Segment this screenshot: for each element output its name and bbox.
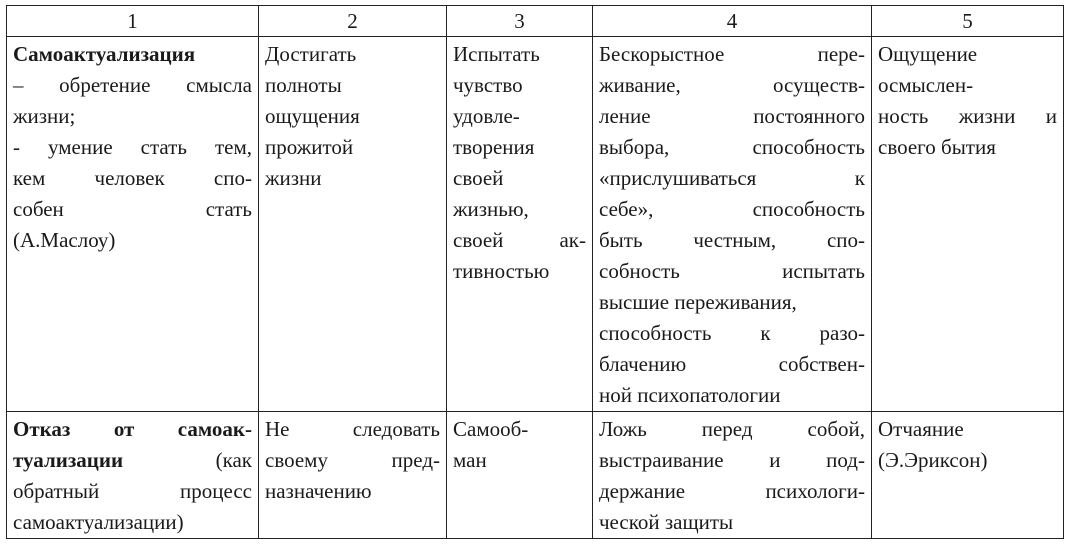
cell-line: чувство <box>453 73 523 97</box>
cell-line: быть честным, спо- <box>599 228 865 252</box>
concept-term: Отказ от самоак- <box>13 417 252 441</box>
cell-line: жизни <box>265 166 322 190</box>
cell-line: живание, осуществ- <box>599 73 865 97</box>
header-row <box>7 6 1064 37</box>
table-row <box>7 412 1064 539</box>
cell-line: ощущения <box>265 104 360 128</box>
concept-line: – обретение смысла <box>13 73 252 97</box>
cell-line: своей ак- <box>453 228 586 252</box>
cell-line: Самооб- <box>453 417 529 441</box>
cell-line: жизнью, <box>453 197 529 221</box>
cell-line: ческой защиты <box>599 510 734 534</box>
cell-line: собность испытать <box>599 259 865 283</box>
cell-line: своей <box>453 166 504 190</box>
description-cell <box>593 412 872 539</box>
cell-line: себе», способность <box>599 197 865 221</box>
cell-line: «прислушиваться к <box>599 166 865 190</box>
cell-line: держание психологи- <box>599 479 865 503</box>
cell-line: своего бытия <box>878 135 996 159</box>
concept-line <box>13 445 252 476</box>
column-header: 1 <box>7 6 259 37</box>
cell-line: выстраивание и под- <box>599 448 865 472</box>
concept-line: жизни; <box>13 104 76 128</box>
cell-line: Ложь перед собой, <box>599 417 865 441</box>
column-header: 4 <box>593 6 872 37</box>
cell-line: тивностью <box>453 259 550 283</box>
table-row <box>7 37 1064 412</box>
concept-line-rest: (как <box>215 448 252 472</box>
concept-line: кем человек спо- <box>13 166 252 190</box>
cell-line: блачению собствен- <box>599 352 865 376</box>
cell-line: осмыслен- <box>878 73 974 97</box>
concept-term: Самоактуализация <box>13 42 196 66</box>
result-cell <box>872 412 1064 539</box>
cell-line: назначению <box>265 479 372 503</box>
concept-line: - умение стать тем, <box>13 135 252 159</box>
cell-line: Отчаяние <box>878 417 964 441</box>
concept-term: туализации <box>13 448 124 472</box>
concept-line: (А.Маслоу) <box>13 228 116 252</box>
result-cell <box>872 37 1064 412</box>
goal-cell <box>259 37 447 412</box>
feeling-cell <box>447 37 593 412</box>
concept-line: самоактуализации) <box>13 510 184 534</box>
cell-line: ность жизни и <box>878 104 1057 128</box>
cell-line: Ощущение <box>878 42 978 66</box>
cell-line: (Э.Эриксон) <box>878 448 988 472</box>
cell-line: способность к разо- <box>599 321 865 345</box>
cell-line: своему пред- <box>265 448 440 472</box>
cell-line: ление постоянного <box>599 104 865 128</box>
cell-line: выбора, способность <box>599 135 865 159</box>
cell-line: ной психопатологии <box>599 383 781 407</box>
description-cell <box>593 37 872 412</box>
concept-line: обратный процесс <box>13 479 252 503</box>
cell-line: удовле- <box>453 104 520 128</box>
cell-line: Бескорыстное пере- <box>599 42 865 66</box>
cell-line: полноты <box>265 73 342 97</box>
feeling-cell <box>447 412 593 539</box>
concept-cell <box>7 412 259 539</box>
cell-line: творения <box>453 135 535 159</box>
cell-line: Не следовать <box>265 417 440 441</box>
cell-line: высшие переживания, <box>599 290 797 314</box>
concept-table <box>6 5 1064 539</box>
goal-cell <box>259 412 447 539</box>
concept-line: собен стать <box>13 197 252 221</box>
concept-cell <box>7 37 259 412</box>
cell-line: Достигать <box>265 42 357 66</box>
cell-line: ман <box>453 448 487 472</box>
column-header: 5 <box>872 6 1064 37</box>
cell-line: Испытать <box>453 42 540 66</box>
column-header: 3 <box>447 6 593 37</box>
column-header: 2 <box>259 6 447 37</box>
cell-line: прожитой <box>265 135 354 159</box>
